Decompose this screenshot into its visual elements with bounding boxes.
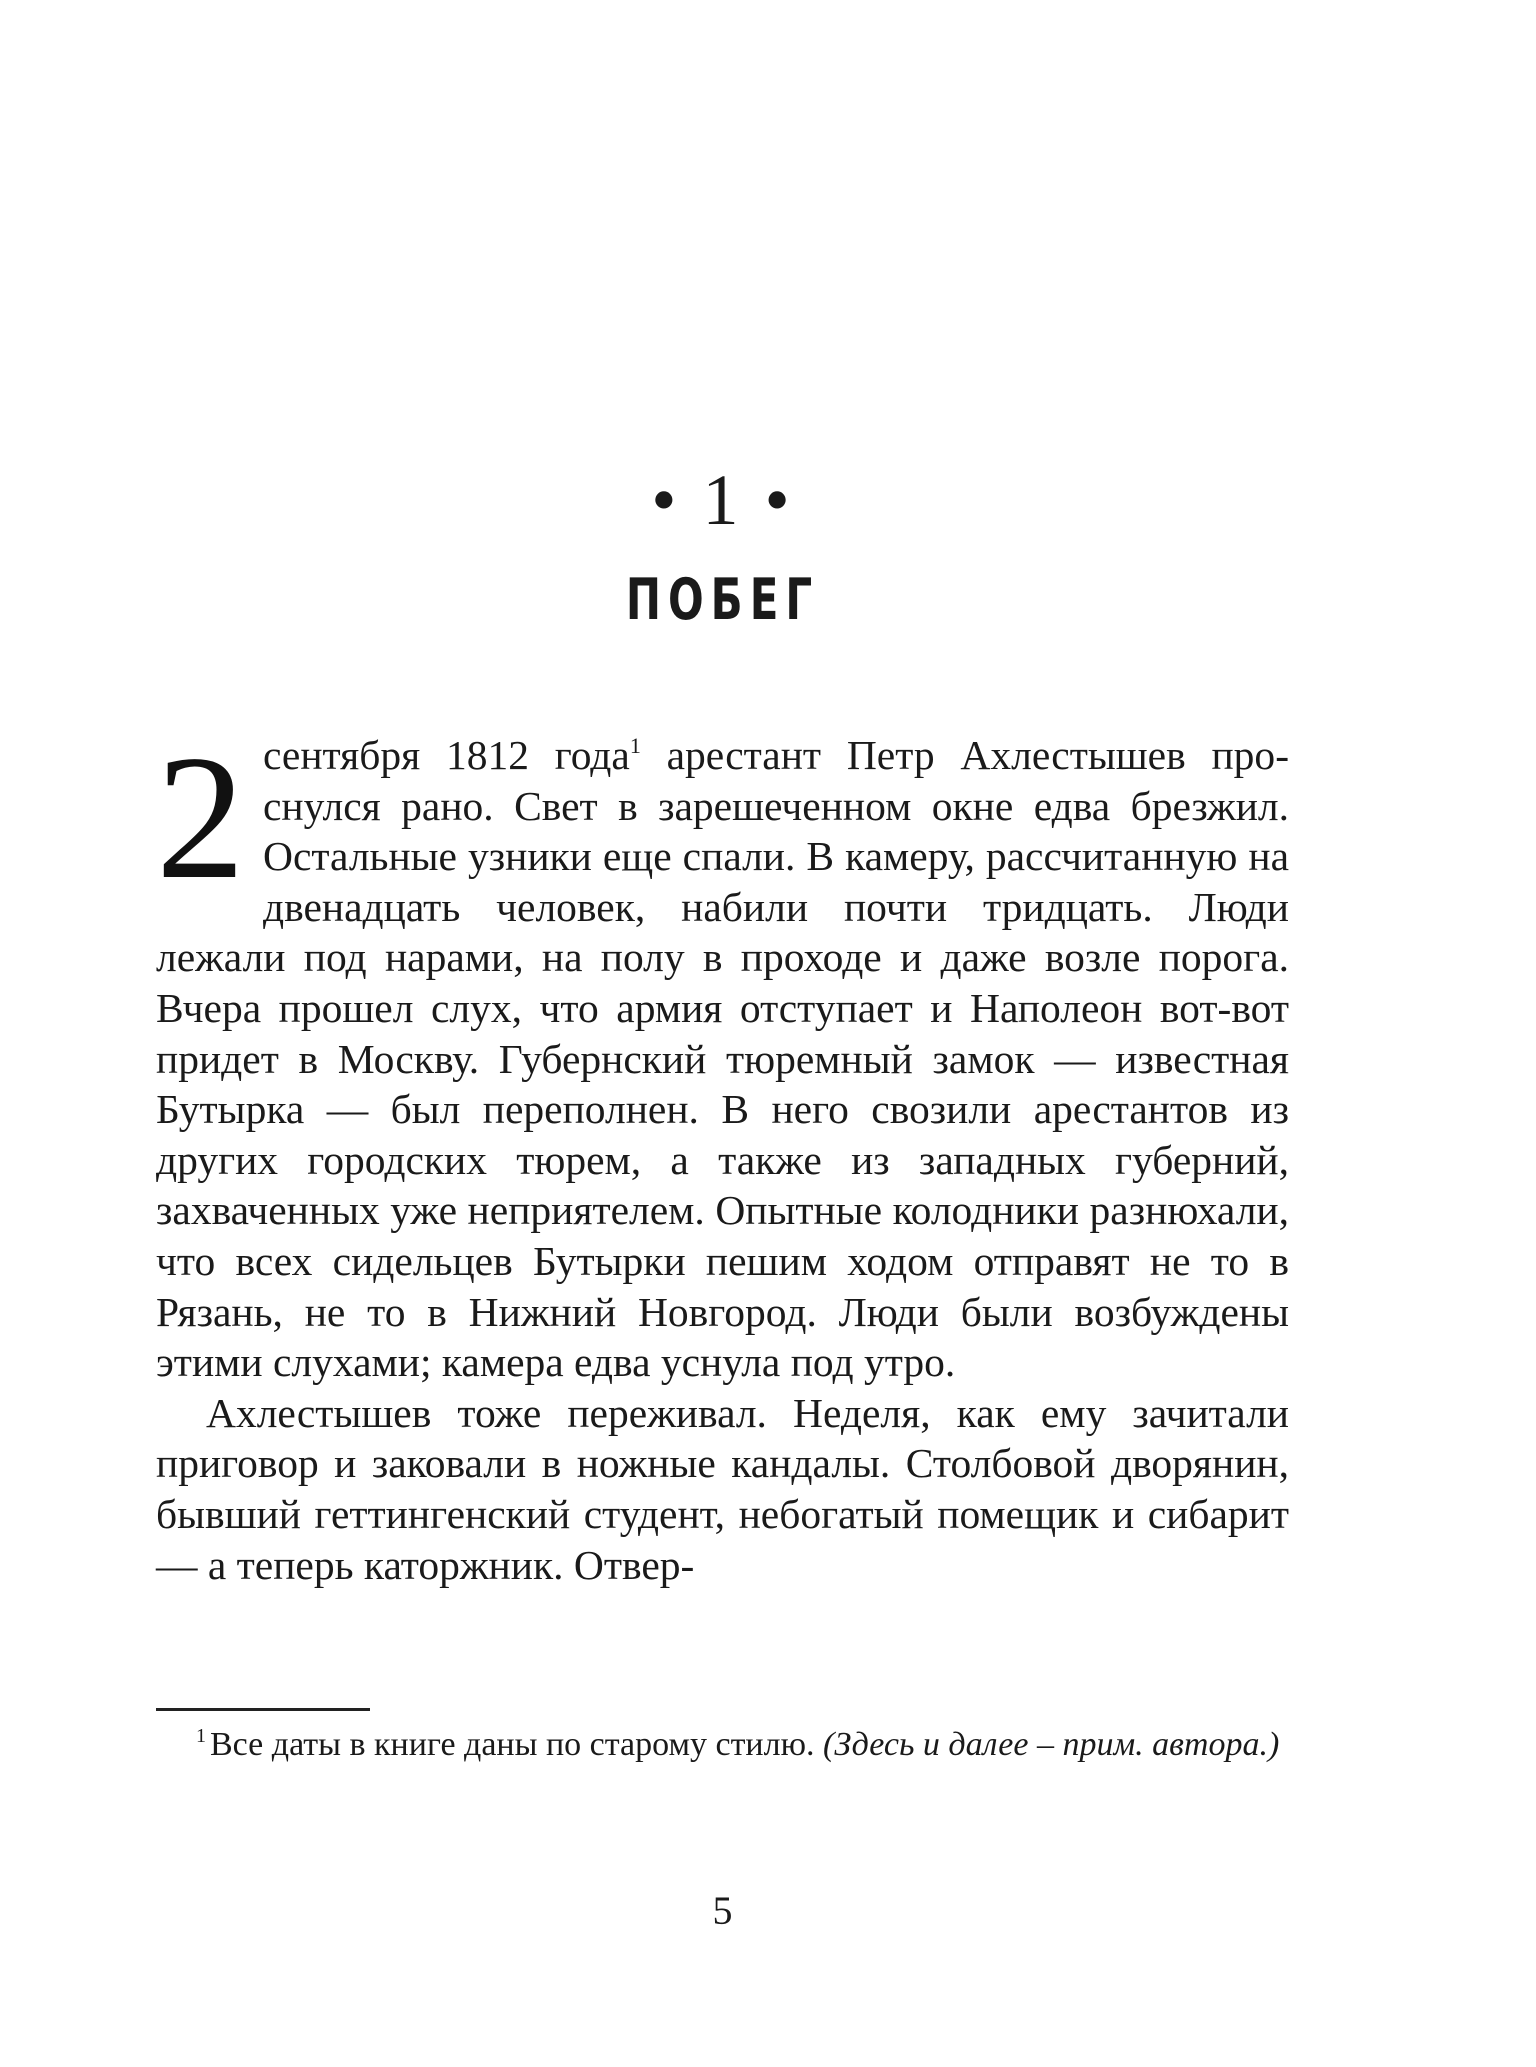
paragraph-1 — [156, 718, 1290, 1388]
drop-cap: 2 — [156, 718, 245, 916]
footnote-text: Все даты в книге даны по старому стилю. — [210, 1726, 823, 1763]
footnote-author-note: (Здесь и далее – прим. автора.) — [823, 1726, 1280, 1763]
body-text — [156, 718, 1290, 1590]
chapter-title: ПОБЕГ — [625, 566, 820, 633]
footnote — [156, 1722, 1289, 1768]
page-number: 5 — [712, 1888, 733, 1933]
footnote-reference[interactable]: 1 — [629, 733, 641, 758]
paragraph-1-rest: арестант Петр Ахлестышев проснулся рано. Свет в зарешеченном окне едва брезжил. Остальные узники еще спали. В камеру, рассчитанную на двенадцать человек, набили почти тридцать. Люди лежали под нарами, на полу в проходе и даже возле порога. Вчера прошел слух, что армия отступает и Наполеон вот-вот придет в Москву. Губернский тюремный замок — известная Бутырка — был переполнен. В него свозили арестантов из других городских тюрем, а также из западных губерний, захваченных уже неприятелем. Опытные колодники разнюхали, что всех сидельцев Бутырки пешим ходом отправят не то в Рязань, не то в Нижний Новгород. Люди были возбуждены этими слухами; камера едва уснула под утро. — [156, 732, 1290, 1386]
paragraph-1-start: сентября 1812 года — [263, 732, 630, 778]
chapter-number: • 1 • — [651, 460, 794, 540]
footnote-mark: 1 — [196, 1725, 206, 1747]
footnote-divider — [156, 1708, 370, 1711]
paragraph-2: Ахлестышев тоже переживал. Неделя, как ему зачитали приговор и заковали в ножные кандалы. Столбовой дворянин, бывший геттингенский студент, небогатый помещик и сибарит — а теперь каторжник. Отвер- — [156, 1389, 1289, 1588]
